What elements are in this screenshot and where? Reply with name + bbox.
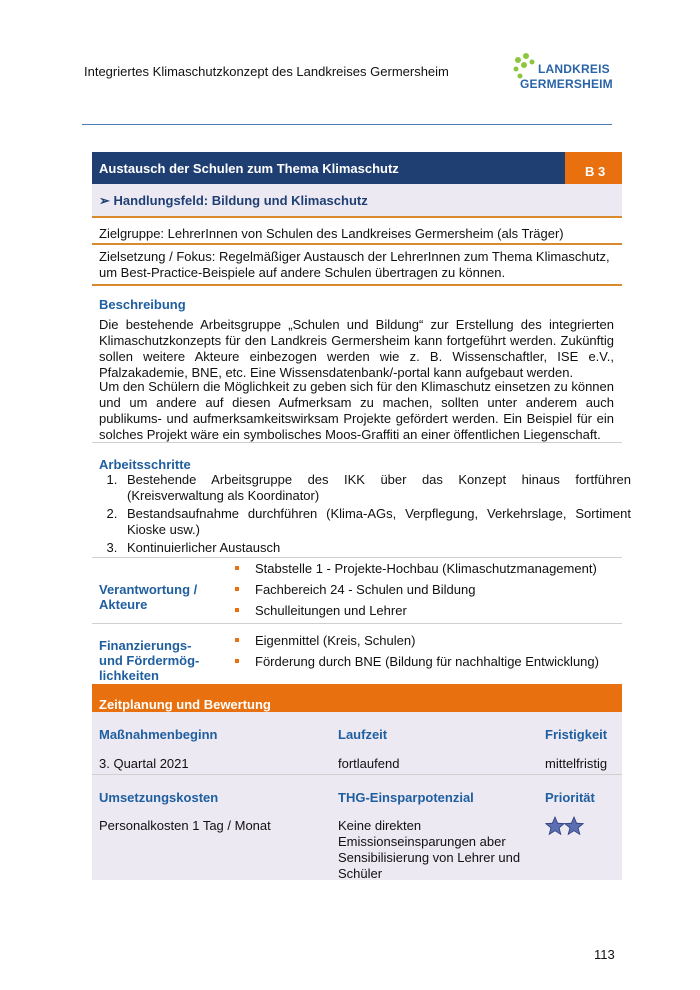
arbeitsschritte-list bbox=[99, 472, 631, 558]
zielgruppe-text: Zielgruppe: LehrerInnen von Schulen des Landkreises Germersheim (als Träger) bbox=[99, 226, 564, 241]
logo-text-line1: LANDKREIS bbox=[538, 62, 610, 76]
thg-value: Keine direkten Emissionseinsparungen aber Sensibilisierung von Lehrer und Schüler bbox=[338, 818, 521, 881]
measure-code-badge bbox=[565, 152, 622, 184]
umsetzungskosten-value: Personalkosten 1 Tag / Monat bbox=[99, 818, 271, 833]
list-item: Förderung durch BNE (Bildung für nachhaltige Entwicklung) bbox=[235, 654, 620, 669]
measure-code: B 3 bbox=[585, 164, 606, 179]
landkreis-logo bbox=[512, 52, 622, 104]
beschreibung-paragraph-2: Um den Schülern die Möglichkeit zu geben sich für den Klimaschutz einsetzen zu können und um andere auf diesen Aufmerksam zu machen, sollten unter anderem auch publikums- und aufmerksamkeitswirksam Projekte gefördert werden. Ein Beispiel für ein solches Projekt wäre ein symbolisches Moos-Graffiti an einer öffentlichen Liegenschaft. bbox=[99, 379, 614, 442]
divider bbox=[92, 442, 622, 443]
measure-title: Austausch der Schulen zum Thema Klimaschutz bbox=[99, 161, 399, 176]
prioritaet-label: Priorität bbox=[545, 790, 595, 805]
list-item: 3. Kontinuierlicher Austausch bbox=[121, 540, 631, 556]
list-item: Eigenmittel (Kreis, Schulen) bbox=[235, 633, 620, 648]
zielsetzung-line1: Zielsetzung / Fokus: Regelmäßiger Austausch der LehrerInnen zum Thema Klimaschutz, bbox=[99, 249, 610, 264]
list-item: 1. Bestehende Arbeitsgruppe des IKK über das Konzept hinaus fortführen (Kreisverwaltung als Koordinator) bbox=[121, 472, 631, 504]
fristigkeit-value: mittelfristig bbox=[545, 756, 608, 771]
prioritaet-rating bbox=[545, 816, 605, 838]
divider bbox=[92, 284, 622, 286]
massnahmenbeginn-value: 3. Quartal 2021 bbox=[99, 756, 189, 771]
arrow-bullet-icon: ➢ bbox=[99, 193, 114, 208]
document-header-title: Integriertes Klimaschutzkonzept des Landkreises Germersheim bbox=[84, 64, 449, 79]
priority-star-icon bbox=[564, 816, 584, 836]
header-divider bbox=[82, 124, 612, 125]
finanzierung-list bbox=[235, 633, 620, 675]
laufzeit-value: fortlaufend bbox=[338, 756, 400, 771]
zeitplanung-header bbox=[92, 684, 622, 712]
measure-title-bar bbox=[92, 152, 565, 184]
beschreibung-heading: Beschreibung bbox=[99, 297, 186, 312]
list-item: Schulleitungen und Lehrer bbox=[235, 603, 620, 618]
zielsetzung-line2: um Best-Practice-Beispiele auf andere Schulen übertragen zu können. bbox=[99, 265, 506, 280]
divider bbox=[92, 774, 622, 775]
divider bbox=[92, 623, 622, 624]
divider bbox=[92, 557, 622, 558]
list-item: 2. Bestandsaufnahme durchführen (Klima-AGs, Verpflegung, Verkehrslage, Sortiment Kioske usw.) bbox=[121, 506, 631, 538]
list-item: Stabstelle 1 - Projekte-Hochbau (Klimaschutzmanagement) bbox=[235, 561, 620, 576]
laufzeit-label: Laufzeit bbox=[338, 727, 388, 742]
list-item: Fachbereich 24 - Schulen und Bildung bbox=[235, 582, 620, 597]
divider bbox=[92, 243, 622, 245]
verantwortung-list bbox=[235, 561, 620, 624]
logo-text-line2: GERMERSHEIM bbox=[520, 77, 613, 91]
massnahmenbeginn-label: Maßnahmenbeginn bbox=[99, 727, 218, 742]
arbeitsschritte-heading: Arbeitsschritte bbox=[99, 457, 191, 472]
zeitplanung-block bbox=[92, 712, 622, 880]
umsetzungskosten-label: Umsetzungskosten bbox=[99, 790, 219, 805]
finanzierung-label: Finanzierungs- und Fördermög- lichkeiten bbox=[99, 638, 200, 683]
fristigkeit-label: Fristigkeit bbox=[545, 727, 608, 742]
zeitplanung-heading: Zeitplanung und Bewertung bbox=[99, 697, 271, 712]
handlungsfeld-label: ➢ Handlungsfeld: Bildung und Klimaschutz bbox=[99, 193, 368, 208]
verantwortung-label: Verantwortung / Akteure bbox=[99, 582, 198, 612]
priority-star-icon bbox=[545, 816, 565, 836]
beschreibung-paragraph-1: Die bestehende Arbeitsgruppe „Schulen und Bildung“ zur Erstellung des integrierten Klimaschutzkonzepts für den Landkreis Germersheim kann fortgeführt werden. Zukünftig sollen weitere Akteure einbezogen werden wie z. B. Wissenschaftler, ISE e.V., Pfalzakademie, BNE, etc. Eine Wissensdatenbank/-portal kann aufgebaut werden. bbox=[99, 317, 614, 380]
thg-label: THG-Einsparpotenzial bbox=[338, 790, 474, 805]
page-number: 113 bbox=[594, 947, 615, 962]
zielsetzung-row bbox=[92, 249, 612, 281]
handlungsfeld-row bbox=[92, 184, 622, 218]
